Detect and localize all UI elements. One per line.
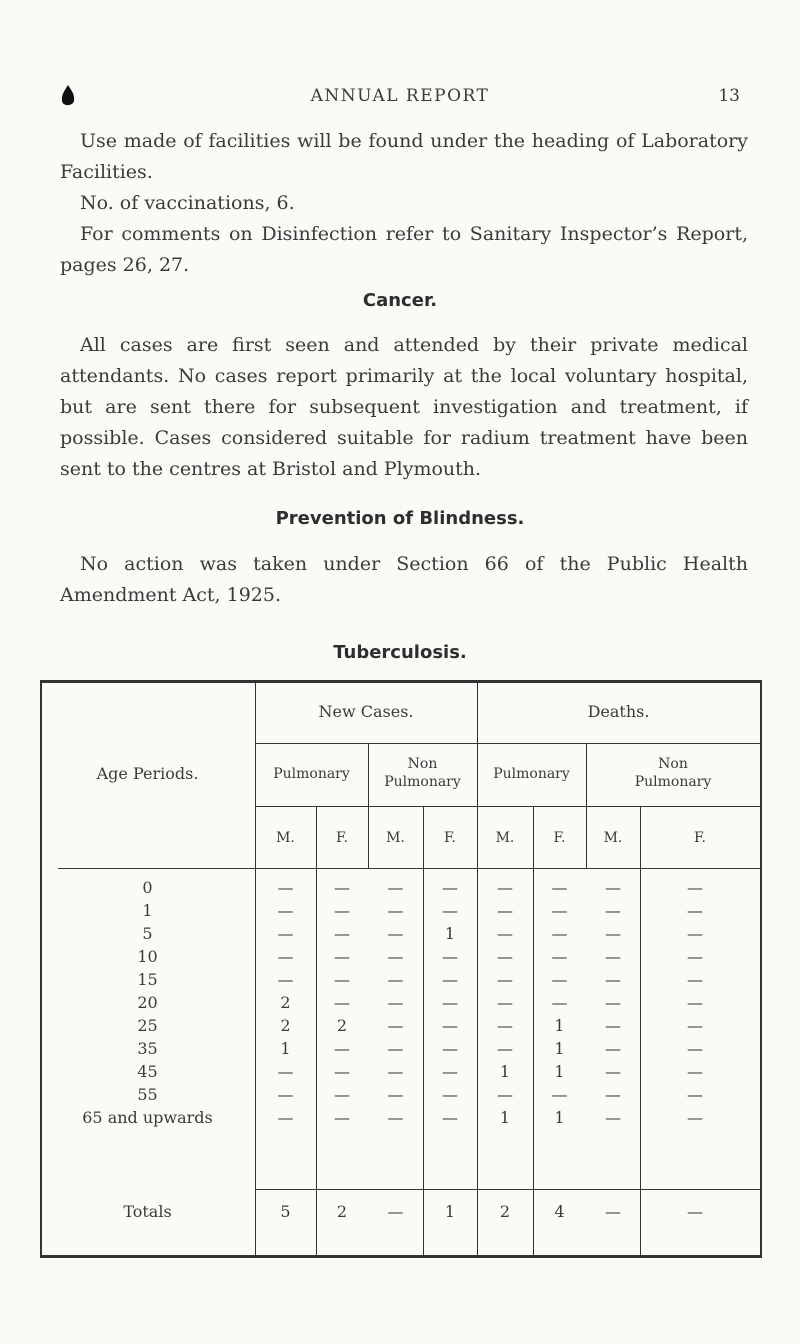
blindness-paragraph: No action was taken under Section 66 of the Public Health Amendment Act, 1925. [60, 553, 748, 606]
sex-f-header: F. [694, 830, 706, 846]
value-cell: 2 [336, 1016, 348, 1035]
value-cell: — [442, 947, 458, 966]
value-cell: — [497, 970, 513, 989]
value-cell: — [334, 878, 350, 897]
running-head [60, 84, 740, 114]
value-cell: — [334, 1108, 350, 1127]
value-cell: — [387, 1016, 404, 1035]
value-cell: — [442, 1108, 458, 1127]
value-cell: — [551, 924, 568, 943]
value-cell: — [605, 1062, 621, 1081]
new-pulmonary-header: Pulmonary [273, 766, 350, 782]
age-period-cell: 1 [142, 901, 153, 920]
value-cell: — [551, 993, 568, 1012]
new-non-pulmonary-header: Pulmonary [384, 774, 461, 790]
age-period-cell: 10 [137, 947, 158, 966]
value-cell: — [387, 1108, 404, 1127]
value-cell: — [334, 1085, 350, 1104]
tuberculosis-table [40, 680, 762, 1258]
totals-label: Totals [123, 1202, 172, 1221]
value-cell: — [687, 901, 703, 920]
value-cell: — [605, 1108, 621, 1127]
value-cell: — [687, 878, 703, 897]
value-cell: — [605, 1085, 621, 1104]
total-cell: — [605, 1202, 621, 1221]
cancer-paragraph: All cases are first seen and attended by their private medical attendants. No cases report primarily at the local voluntary hospital, but are sent there for subsequent investigation and treatment, if possible. Cases considered suitable for radium treatment have been sent to the centres at Bristol and Plymouth. [60, 334, 748, 480]
new-non-header: Non [407, 756, 438, 772]
value-cell: — [687, 1108, 703, 1127]
value-cell: — [442, 901, 458, 920]
value-cell: — [277, 970, 294, 989]
total-cell: 1 [444, 1202, 456, 1221]
value-cell: 1 [554, 1108, 565, 1127]
sex-f-header: F. [553, 830, 566, 846]
cancer-heading: Cancer. [362, 290, 438, 311]
value-cell: — [442, 1062, 458, 1081]
value-cell: — [551, 1085, 568, 1104]
value-cell: — [277, 947, 294, 966]
value-cell: — [551, 878, 568, 897]
report-title: ANNUAL REPORT [310, 86, 490, 106]
deaths-non-header: Non [658, 756, 688, 772]
value-cell: — [687, 1085, 703, 1104]
value-cell: 1 [499, 1062, 511, 1081]
value-cell: — [442, 1039, 458, 1058]
value-cell: — [387, 878, 404, 897]
value-cell: 2 [280, 1016, 291, 1035]
vaccinations-paragraph: No. of vaccinations, 6. [80, 192, 295, 214]
value-cell: — [277, 924, 294, 943]
value-cell: — [497, 993, 513, 1012]
sex-f-header: F. [336, 830, 348, 846]
age-periods-header: Age Periods. [96, 764, 199, 783]
value-cell: — [334, 1062, 350, 1081]
value-cell: — [497, 878, 513, 897]
total-cell: 2 [336, 1202, 348, 1221]
value-cell: — [551, 901, 568, 920]
age-period-cell: 0 [142, 878, 153, 897]
page-number: 13 [718, 86, 740, 106]
sex-m-header: M. [276, 830, 295, 846]
value-cell: — [442, 1085, 458, 1104]
value-cell: 1 [554, 1062, 565, 1081]
value-cell: — [387, 947, 404, 966]
deaths-pulmonary-header: Pulmonary [493, 766, 570, 782]
value-cell: — [605, 1016, 621, 1035]
age-period-cell: 55 [137, 1085, 158, 1104]
tuberculosis-heading: Tuberculosis. [333, 642, 467, 663]
sex-m-header: M. [495, 830, 515, 846]
total-cell: 5 [280, 1202, 291, 1221]
value-cell: — [497, 1039, 513, 1058]
age-period-cell: 35 [137, 1039, 158, 1058]
laboratory-paragraph: Use made of facilities will be found under the heading of Laboratory Facilities. [60, 130, 748, 183]
value-cell: — [334, 1039, 350, 1058]
disinfection-paragraph: For comments on Disinfection refer to Sanitary Inspector’s Report, pages 26, 27. [60, 223, 748, 276]
value-cell: 1 [444, 924, 456, 943]
value-cell: — [605, 924, 621, 943]
value-cell: — [442, 878, 458, 897]
sex-f-header: F. [444, 830, 456, 846]
value-cell: — [605, 1039, 621, 1058]
value-cell: — [442, 970, 458, 989]
sex-m-header: M. [603, 830, 623, 846]
value-cell: — [605, 970, 621, 989]
value-cell: — [387, 1085, 404, 1104]
value-cell: — [387, 901, 404, 920]
value-cell: — [605, 878, 621, 897]
value-cell: — [497, 1085, 513, 1104]
value-cell: 1 [554, 1016, 565, 1035]
value-cell: 2 [280, 993, 291, 1012]
total-cell: — [387, 1202, 404, 1221]
value-cell: — [687, 924, 703, 943]
age-period-cell: 65 and upwards [82, 1108, 213, 1127]
value-cell: 1 [280, 1039, 291, 1058]
value-cell: — [387, 1062, 404, 1081]
value-cell: 1 [499, 1108, 511, 1127]
value-cell: — [334, 924, 350, 943]
sex-m-header: M. [386, 830, 405, 846]
value-cell: — [334, 901, 350, 920]
blindness-heading: Prevention of Blindness. [275, 508, 525, 529]
value-cell: — [442, 1016, 458, 1035]
value-cell: — [334, 970, 350, 989]
age-period-cell: 15 [137, 970, 158, 989]
value-cell: — [497, 901, 513, 920]
value-cell: — [687, 947, 703, 966]
age-period-cell: 20 [137, 993, 158, 1012]
value-cell: — [605, 901, 621, 920]
value-cell: — [687, 993, 703, 1012]
age-period-cell: 45 [137, 1062, 158, 1081]
value-cell: — [387, 1039, 404, 1058]
value-cell: — [387, 970, 404, 989]
value-cell: — [497, 947, 513, 966]
value-cell: — [277, 1062, 294, 1081]
value-cell: — [551, 970, 568, 989]
value-cell: — [387, 993, 404, 1012]
value-cell: — [277, 1108, 294, 1127]
value-cell: — [551, 947, 568, 966]
age-period-cell: 25 [137, 1016, 158, 1035]
value-cell: — [442, 993, 458, 1012]
deaths-header: Deaths. [587, 702, 650, 721]
total-cell: 2 [499, 1202, 511, 1221]
value-cell: — [387, 924, 404, 943]
value-cell: — [687, 1016, 703, 1035]
value-cell: — [277, 901, 294, 920]
value-cell: — [334, 947, 350, 966]
value-cell: — [687, 970, 703, 989]
value-cell: 1 [554, 1039, 565, 1058]
value-cell: — [687, 1039, 703, 1058]
value-cell: — [277, 878, 294, 897]
value-cell: — [334, 993, 350, 1012]
value-cell: — [497, 924, 513, 943]
total-cell: — [687, 1202, 703, 1221]
age-period-cell: 5 [142, 924, 153, 943]
value-cell: — [687, 1062, 703, 1081]
value-cell: — [497, 1016, 513, 1035]
deaths-non-pulmonary-header: Pulmonary [634, 774, 712, 790]
value-cell: — [605, 947, 621, 966]
value-cell: — [605, 993, 621, 1012]
total-cell: 4 [554, 1202, 565, 1221]
value-cell: — [277, 1085, 294, 1104]
new-cases-header: New Cases. [318, 702, 414, 721]
